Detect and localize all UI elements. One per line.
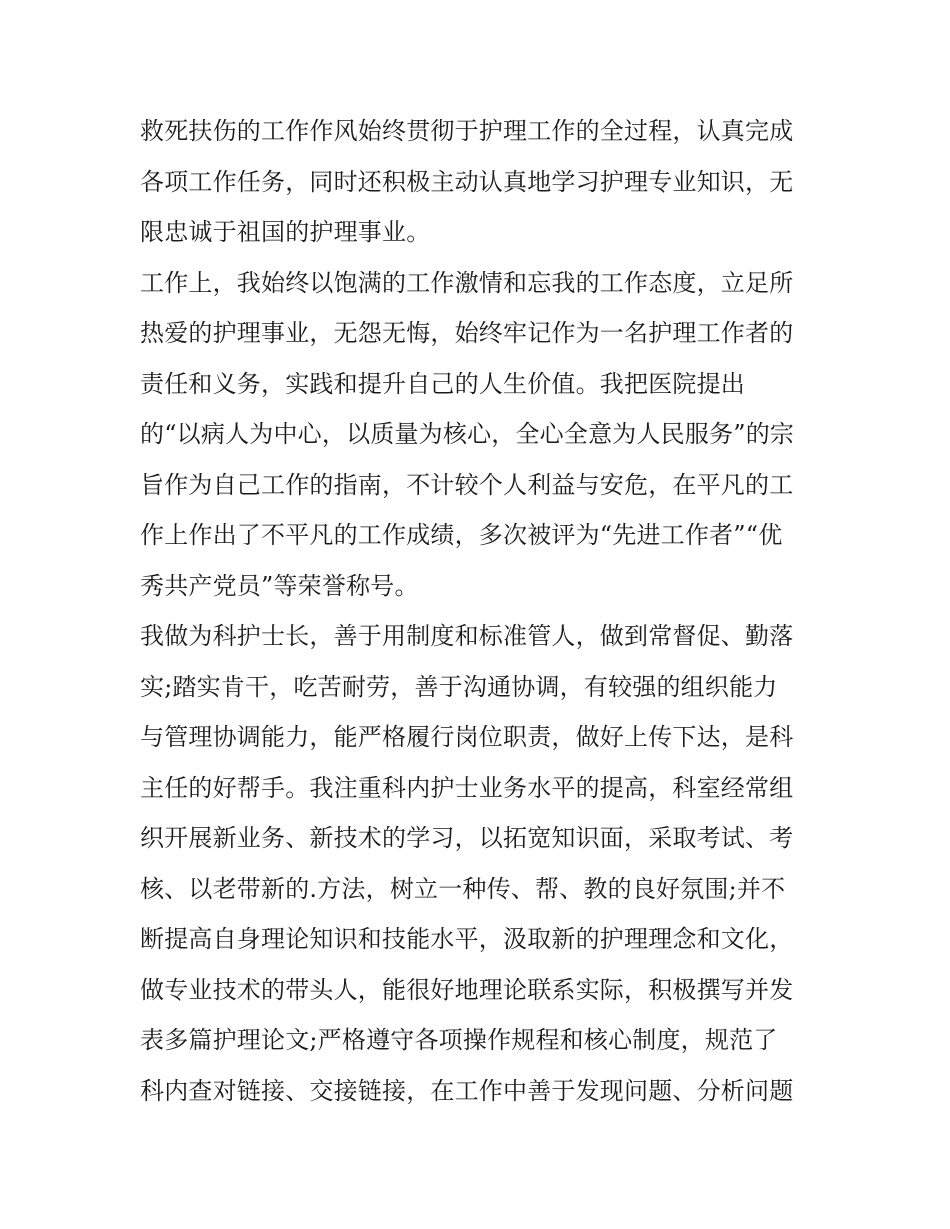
text-line: 的“以病人为中心，以质量为核心，全心全意为人民服务”的宗 — [140, 420, 795, 448]
text-line: 作上作出了不平凡的工作成绩，多次被评为“先进工作者”“优 — [140, 521, 783, 549]
text-line: 我做为科护士长，善于用制度和标准管人，做到常督促、勤落 — [140, 622, 794, 650]
text-line: 织开展新业务、新技术的学习，以拓宽知识面，采取考试、考 — [140, 824, 794, 852]
text-line: 表多篇护理论文;严格遵守各项操作规程和核心制度，规范了 — [140, 1026, 778, 1054]
text-line: 核、以老带新的.方法，树立一种传、帮、教的良好氛围;并不 — [140, 874, 786, 903]
text-line: 断提高自身理论知识和技能水平，汲取新的护理理念和文化， — [140, 925, 794, 953]
text-line: 与管理协调能力，能严格履行岗位职责，做好上传下达，是科 — [140, 723, 794, 751]
text-line: 限忠诚于祖国的护理事业。 — [140, 218, 431, 246]
text-line: 做专业技术的带头人，能很好地理论联系实际，积极撰写并发 — [140, 975, 794, 1004]
text-line: 旨作为自己工作的指南，不计较个人利益与安危，在平凡的工 — [140, 470, 794, 499]
text-line: 实;踏实肯干，吃苦耐劳，善于沟通协调，有较强的组织能力 — [140, 672, 778, 701]
text-line: 责任和义务，实践和提升自己的人生价值。我把医院提出 — [140, 369, 745, 398]
text-line: 各项工作任务，同时还积极主动认真地学习护理专业知识，无 — [140, 167, 794, 196]
text-line: 热爱的护理事业，无怨无悔，始终牢记作为一名护理工作者的 — [140, 319, 794, 347]
text-line: 秀共产党员”等荣誉称号。 — [140, 571, 419, 600]
text-line: 主任的好帮手。我注重科内护士业务水平的提高，科室经常组 — [140, 773, 794, 802]
document-body — [140, 106, 820, 1116]
text-line: 救死扶伤的工作作风始终贯彻于护理工作的全过程，认真完成 — [140, 117, 794, 145]
text-line: 科内查对链接、交接链接，在工作中善于发现问题、分析问题 — [140, 1076, 794, 1105]
text-line: 工作上，我始终以饱满的工作激情和忘我的工作态度，立足所 — [140, 268, 794, 297]
